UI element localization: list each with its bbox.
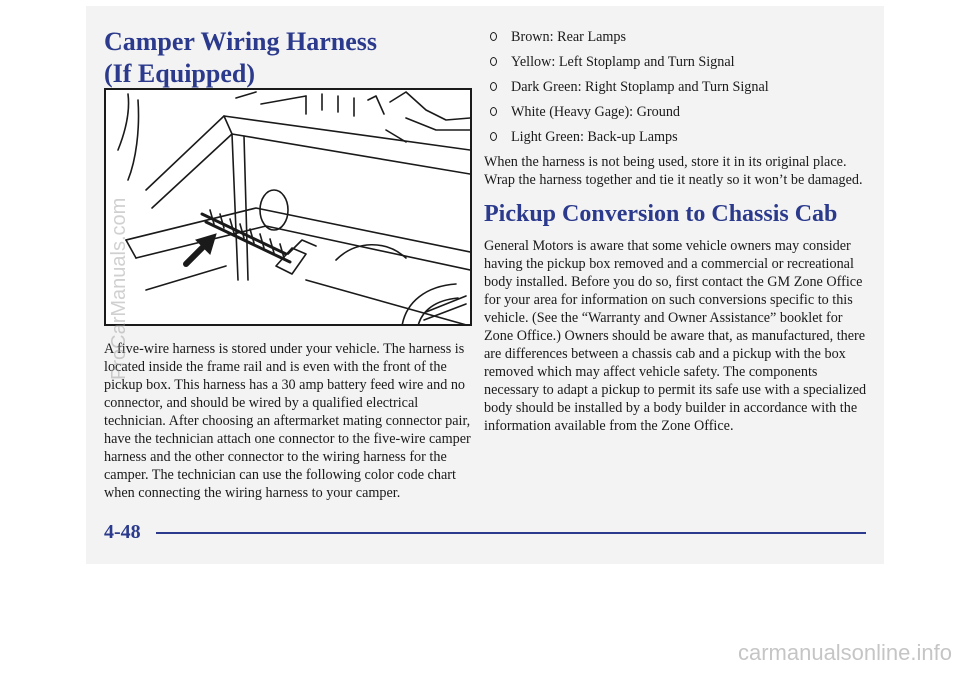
list-item-text: Dark Green: Right Stoplamp and Turn Signal (511, 79, 769, 95)
list-item-text: Light Green: Back-up Lamps (511, 129, 678, 145)
color-code-list (484, 28, 868, 146)
harness-illustration (104, 88, 472, 326)
section-title-chassis-cab: Pickup Conversion to Chassis Cab (484, 201, 838, 227)
list-item-text: Brown: Rear Lamps (511, 29, 627, 45)
title-line-1: Camper Wiring Harness (104, 27, 378, 56)
side-watermark: ProCarManuals.com (108, 197, 130, 380)
harness-line-drawing (106, 90, 470, 324)
bullet-icon (490, 57, 497, 66)
storage-paragraph: When the harness is not being used, store it in its original place. Wrap the harness together and tie it neatly so it won’t be damaged. (484, 154, 863, 188)
list-item-text: Yellow: Left Stoplamp and Turn Signal (511, 54, 735, 70)
bottom-watermark: carmanualsonline.info (737, 640, 952, 665)
camper-harness-paragraph: A five-wire harness is stored under your vehicle. The harness is located inside the frame rail and is even with the front of the pickup box. This harness has a 30 amp battery feed wire and no connector, and should be wired by a qualified electrical technician. After choosing an aftermarket mating connector pair, have the technician attach one connector to the five-wire camper harness and the other connector to the wiring harness for the camper. The technician can use the following color code chart when connecting the wiring harness to your camper. (104, 341, 471, 501)
list-item (484, 103, 868, 121)
list-item (484, 128, 868, 146)
section-title-camper-wiring (104, 26, 404, 90)
bullet-icon (490, 82, 497, 91)
conversion-paragraph: General Motors is aware that some vehicle owners may consider having the pickup box removed and a commercial or recreational body installed. Before you do so, first contact the GM Zone Office for your area for information on such conversions specific to this vehicle. (See the “Warranty and Owner Assistance” booklet for Zone Office.) Owners should be aware that, as manufactured, there are differences between a chassis cab and a pickup with the box removed which may affect vehicle safety. The components necessary to adapt a pickup to permit its safe use with a specialized body should be installed by a body builder in accordance with the information available from the Zone Office. (484, 238, 867, 434)
right-column (484, 28, 868, 435)
bullet-icon (490, 132, 497, 141)
list-item (484, 28, 868, 46)
page-number: 4-48 (104, 521, 141, 543)
list-item-text: White (Heavy Gage): Ground (511, 104, 681, 120)
list-item (484, 78, 868, 96)
bullet-icon (490, 32, 497, 41)
bullet-icon (490, 107, 497, 116)
footer-rule (156, 532, 866, 534)
list-item (484, 53, 868, 71)
title-line-2: (If Equipped) (104, 59, 255, 88)
